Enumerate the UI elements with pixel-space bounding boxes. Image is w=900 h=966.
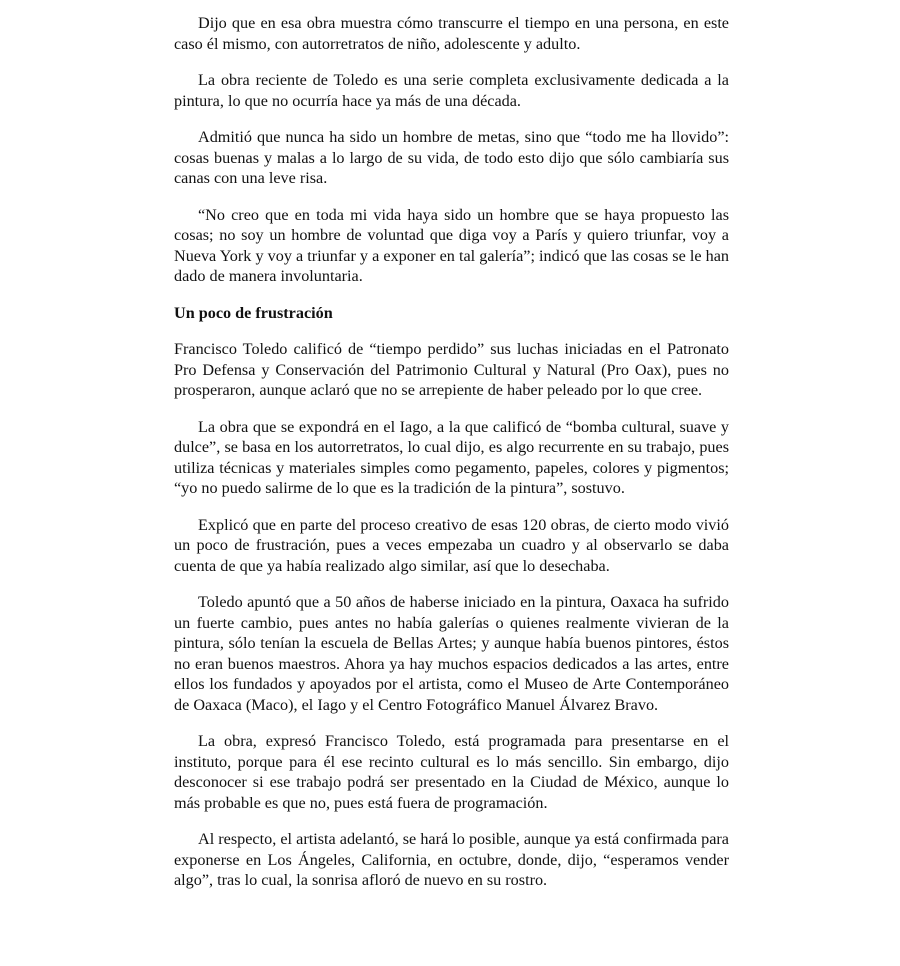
paragraph: Explicó que en parte del proceso creativo de esas 120 obras, de cierto modo vivió un poco de frustración, pues a veces empezaba un cuadro y al observarlo se daba cuenta de que ya había realizado algo similar, así que lo desechaba. [174,515,729,575]
paragraph: Dijo que en esa obra muestra cómo transcurre el tiempo en una persona, en este caso él mismo, con autorretratos de niño, adolescente y adulto. [174,14,729,53]
paragraph: La obra que se expondrá en el Iago, a la que calificó de “bomba cultural, suave y dulce”, se basa en los autorretratos, lo cual dijo, es algo recurrente en su trabajo, pues utiliza técnicas y materiales simples como pegamento, papeles, colores y pigmentos; “yo no puedo salirme de lo que es la tradición de la pintura”, sostuvo. [174,417,729,497]
paragraph: La obra, expresó Francisco Toledo, está programada para presentarse en el instituto, porque para él ese recinto cultural es lo más sencillo. Sin embargo, dijo desconocer si ese trabajo podrá ser presentado en la Ciudad de México, aunque lo más probable es que no, pues está fuera de programación. [174,732,729,812]
section-heading: Un poco de frustración [174,303,333,322]
article-body [174,13,729,907]
paragraph: Francisco Toledo calificó de “tiempo perdido” sus luchas iniciadas en el Patronato Pro Defensa y Conservación del Patrimonio Cultural y Natural (Pro Oax), pues no prosperaron, aunque aclaró que no se arrepiente de haber peleado por lo que cree. [174,340,729,399]
paragraph: “No creo que en toda mi vida haya sido un hombre que se haya propuesto las cosas; no soy un hombre de voluntad que diga voy a París y quiero triunfar, voy a Nueva York y voy a triunfar y a exponer en tal galería”; indicó que las cosas se le han dado de manera involuntaria. [174,205,729,285]
paragraph: Admitió que nunca ha sido un hombre de metas, sino que “todo me ha llovido”: cosas buenas y malas a lo largo de su vida, de todo esto dijo que sólo cambiaría sus canas con una leve risa. [174,128,729,187]
paragraph: Toledo apuntó que a 50 años de haberse iniciado en la pintura, Oaxaca ha sufrido un fuerte cambio, pues antes no había galerías o quienes realmente vivieran de la pintura, sólo tenían la escuela de Bellas Artes; y aunque había buenos pintores, éstos no eran buenos maestros. Ahora ya hay muchos espacios dedicados a las artes, entre ellos los fundados y apoyados por el artista, como el Museo de Arte Contemporáneo de Oaxaca (Maco), el Iago y el Centro Fotográfico Manuel Álvarez Bravo. [174,593,729,714]
paragraph: Al respecto, el artista adelantó, se hará lo posible, aunque ya está confirmada para exponerse en Los Ángeles, California, en octubre, donde, dijo, “esperamos vender algo”, tras lo cual, la sonrisa afloró de nuevo en su rostro. [174,830,729,889]
paragraph: La obra reciente de Toledo es una serie completa exclusivamente dedicada a la pintura, lo que no ocurría hace ya más de una década. [174,71,729,110]
